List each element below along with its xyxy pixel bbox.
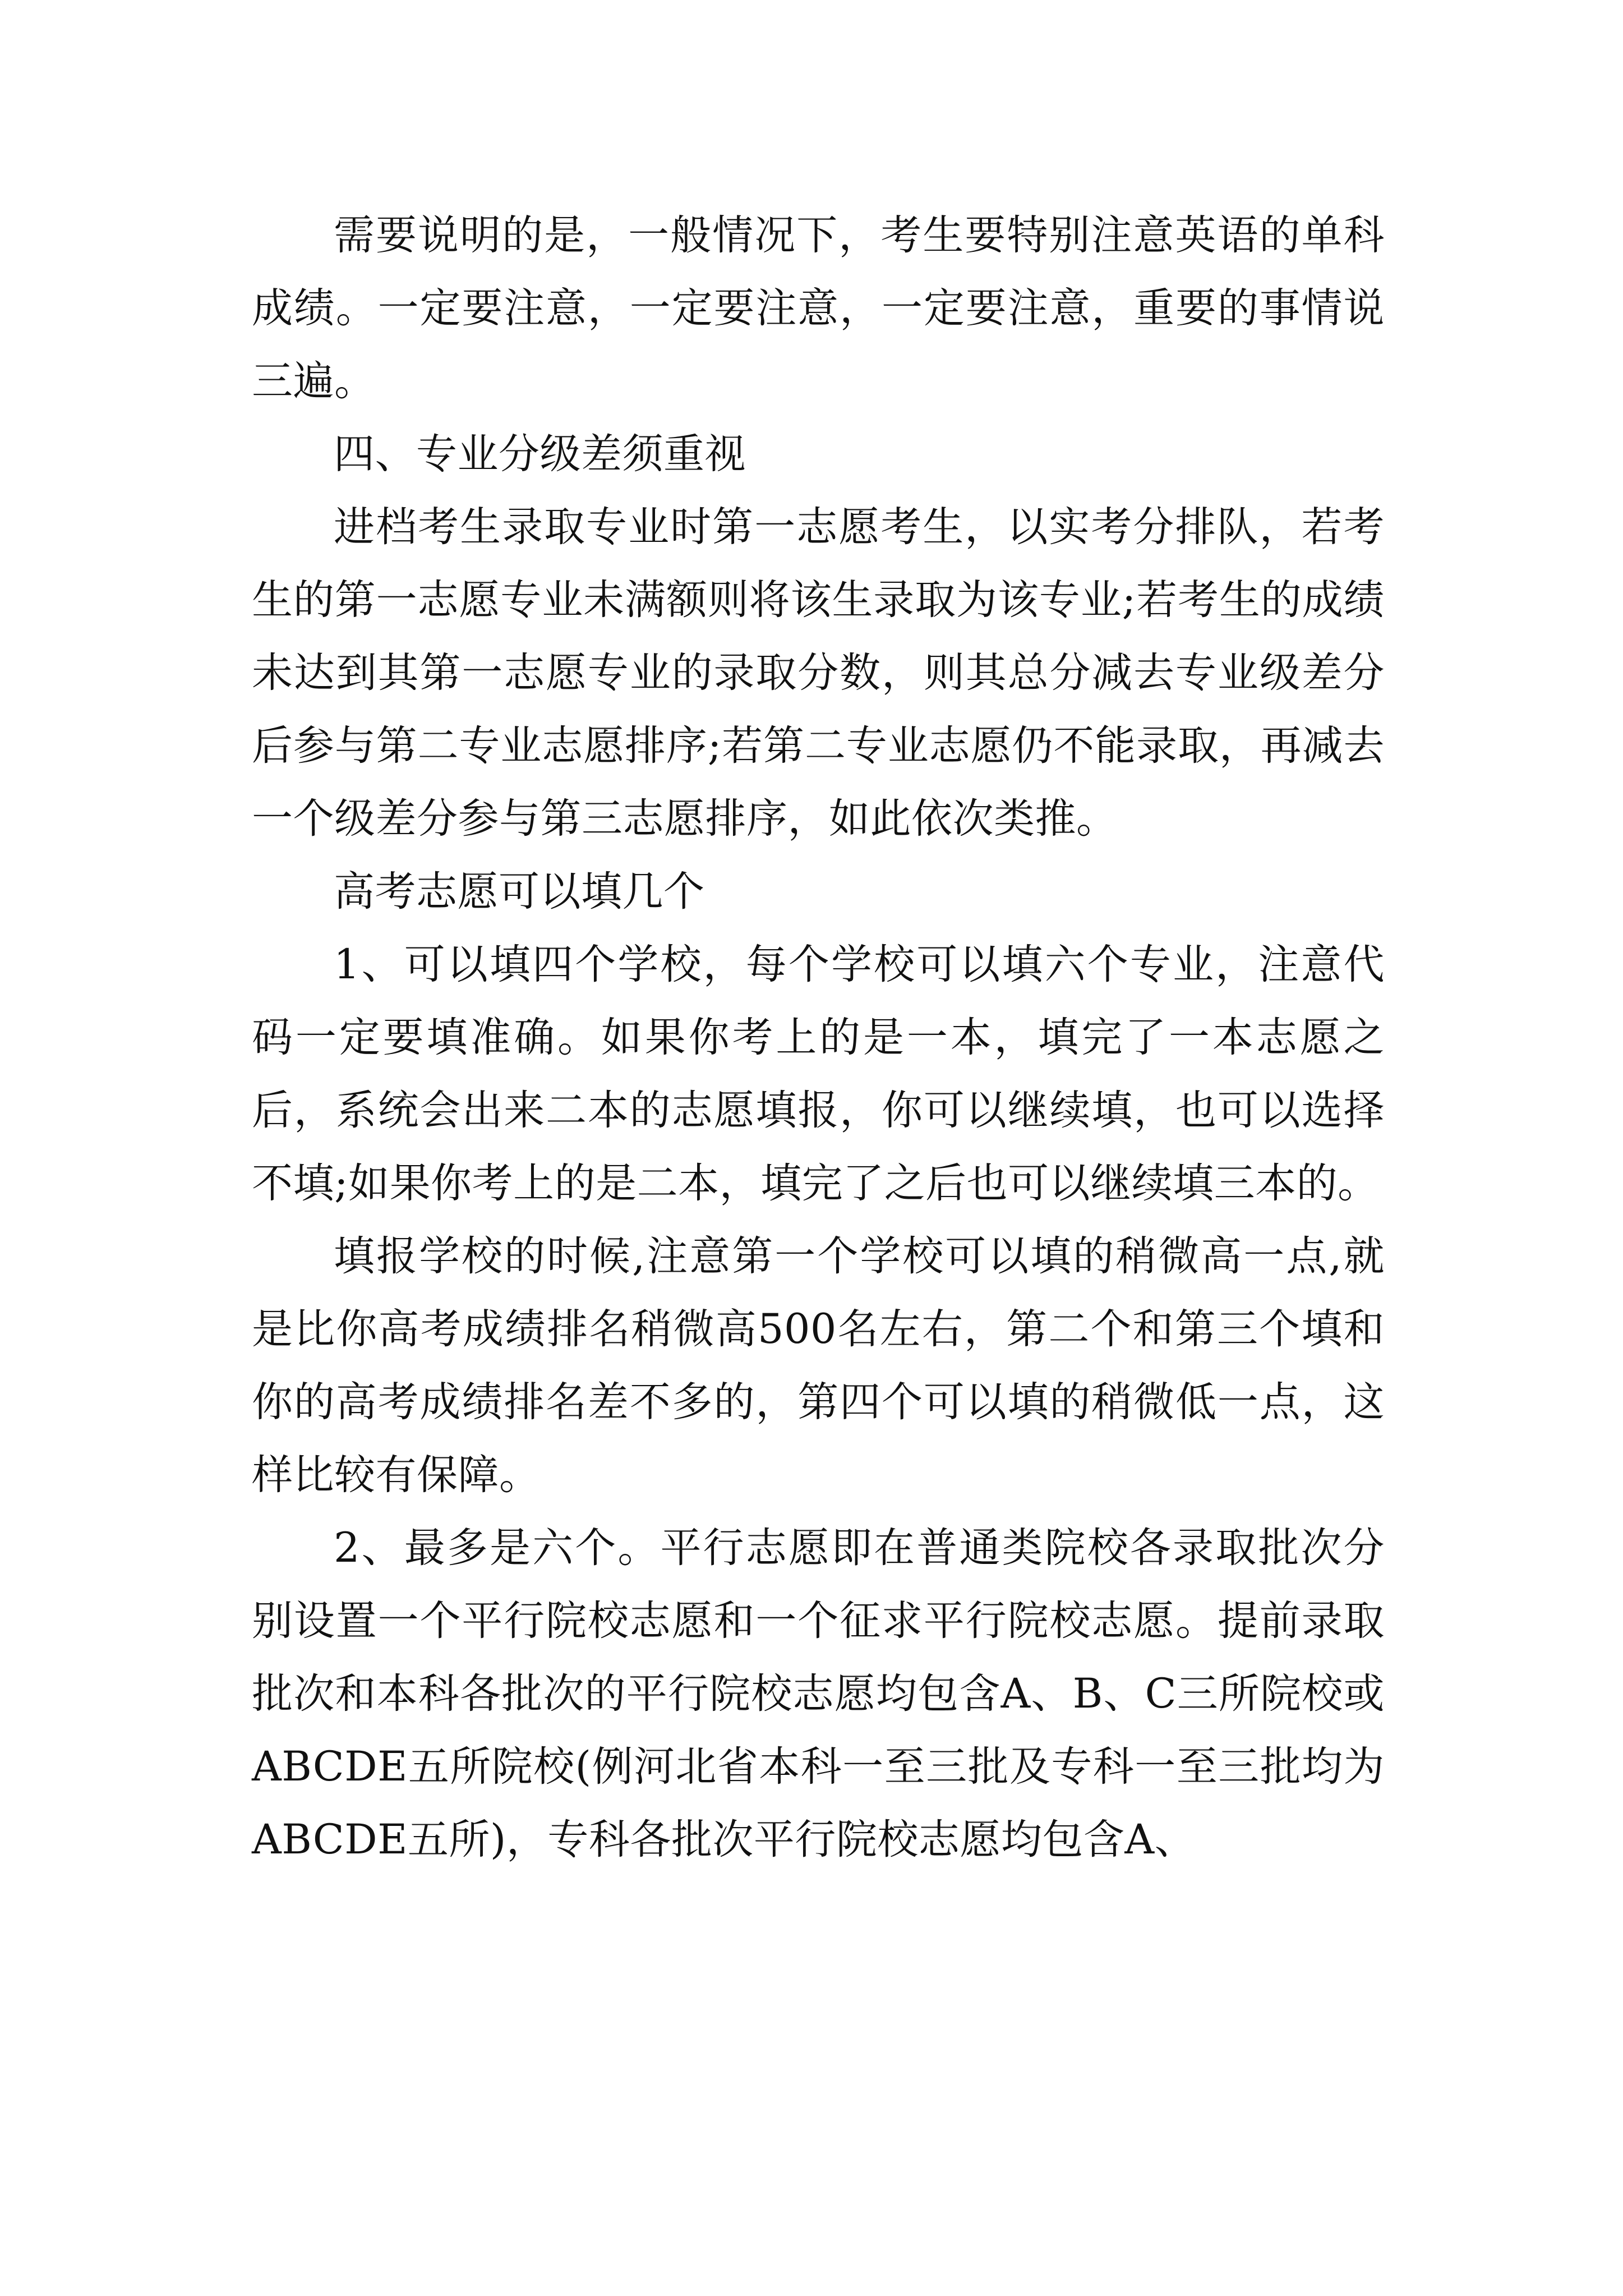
paragraph-major-admission-rules: 进档考生录取专业时第一志愿考生，以实考分排队，若考生的第一志愿专业未满额则将该生录取为该专业;若考生的成绩未达到其第一志愿专业的录取分数，则其总分减去专业级差分后参与第二专业志愿排序;若第二专业志愿仍不能录取，再减去一个级差分参与第三志愿排序，如此依次类推。 xyxy=(252,503,1385,843)
section-heading-major-grade-gap: 四、专业分级差须重视 xyxy=(334,430,746,478)
section-heading-how-many-choices: 高考志愿可以填几个 xyxy=(334,868,705,915)
paragraph-english-score-note: 需要说明的是，一般情况下，考生要特别注意英语的单科成绩。一定要注意，一定要注意，一定要注意，重要的事情说三遍。 xyxy=(252,211,1385,405)
document-body xyxy=(252,199,1385,1876)
paragraph-four-schools: 1、可以填四个学校，每个学校可以填六个专业，注意代码一定要填准确。如果你考上的是一本，填完了一本志愿之后，系统会出来二本的志愿填报，你可以继续填，也可以选择不填;如果你考上的是二本，填完了之后也可以继续填三本的。 xyxy=(252,941,1385,1207)
paragraph-school-ranking-advice: 填报学校的时候,注意第一个学校可以填的稍微高一点,就是比你高考成绩排名稍微高500名左右，第二个和第三个填和你的高考成绩排名差不多的，第四个可以填的稍微低一点，这样比较有保障。 xyxy=(252,1232,1385,1499)
paragraph-parallel-choices: 2、最多是六个。平行志愿即在普通类院校各录取批次分别设置一个平行院校志愿和一个征求平行院校志愿。提前录取批次和本科各批次的平行院校志愿均包含A、B、C三所院校或ABCDE五所院校(例河北省本科一至三批及专科一至三批均为ABCDE五所)，专科各批次平行院校志愿均包含A、 xyxy=(252,1524,1385,1864)
